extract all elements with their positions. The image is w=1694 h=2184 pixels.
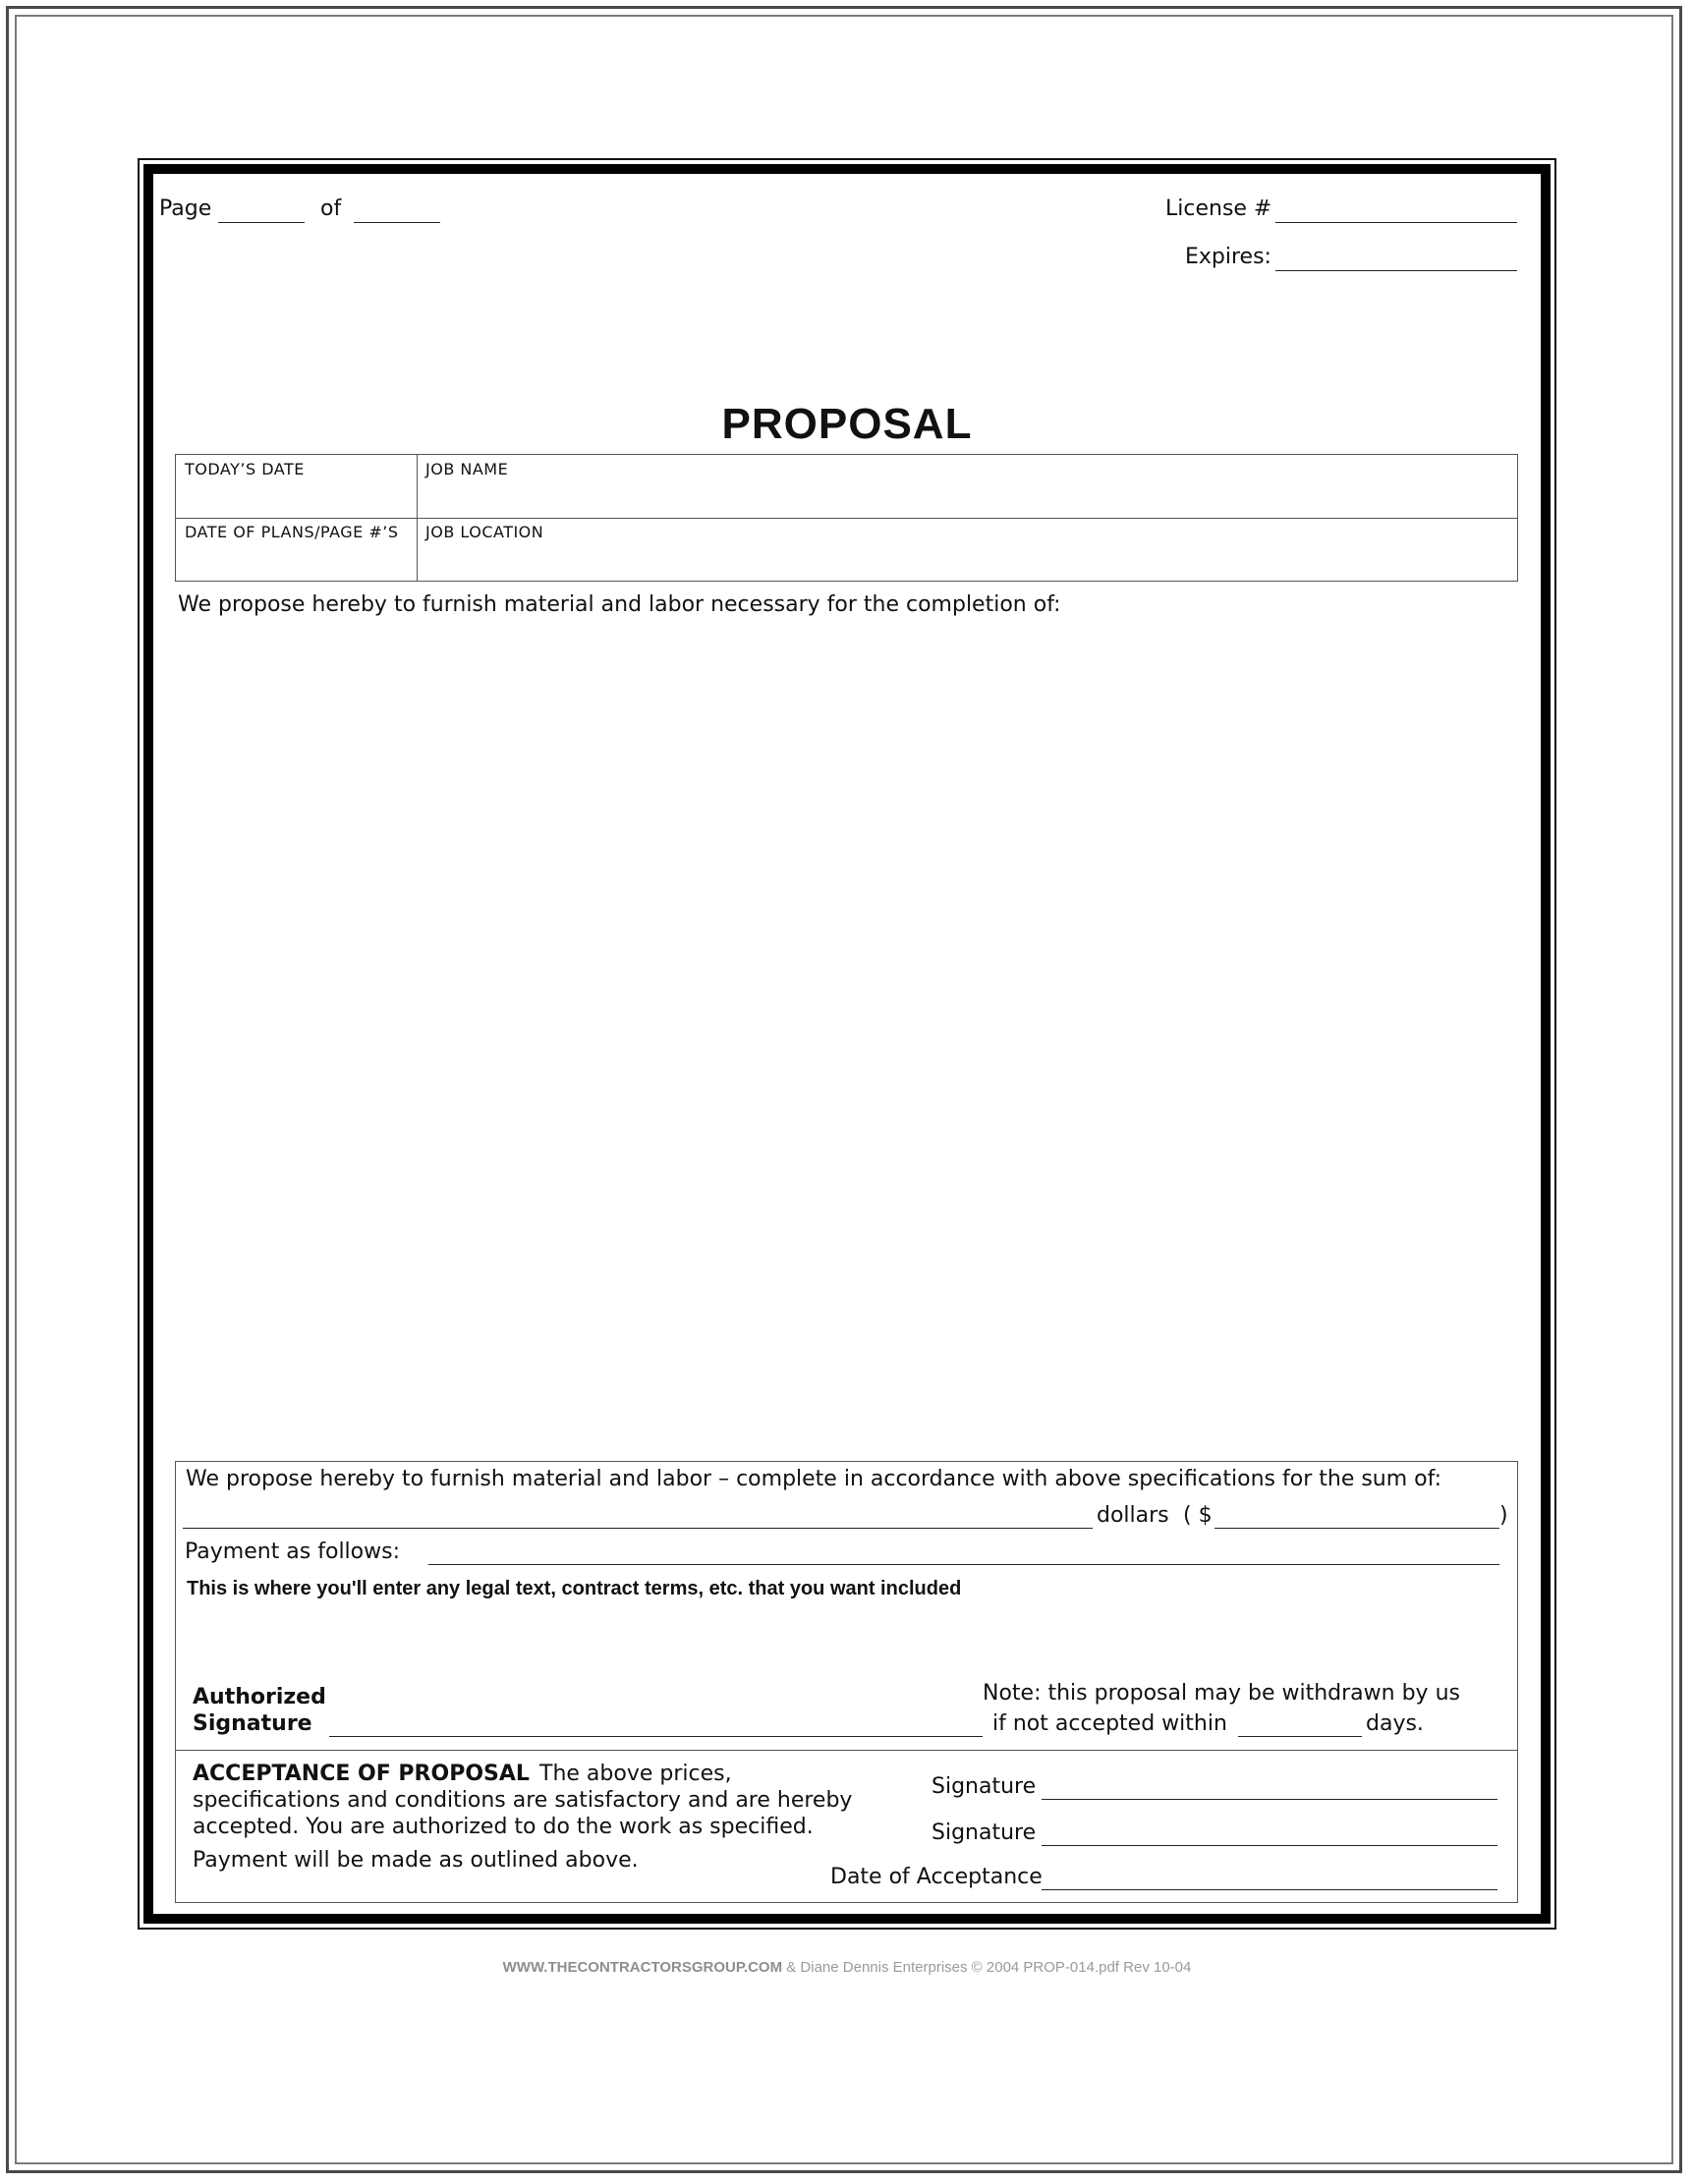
note-line1: Note: this proposal may be withdrawn by us (983, 1681, 1460, 1706)
date-of-plans-label: DATE OF PLANS/PAGE #’S (185, 523, 399, 541)
authorized-signature-field[interactable] (329, 1736, 983, 1737)
acceptance-text-line2: specifications and conditions are satisfactory and are hereby (193, 1788, 853, 1813)
page-total-field[interactable] (354, 222, 440, 223)
of-label: of (320, 196, 342, 221)
sum-amount-field[interactable] (1214, 1528, 1499, 1529)
license-label: License # (1165, 196, 1272, 221)
page-number-field[interactable] (218, 222, 305, 223)
job-name-label: JOB NAME (425, 460, 509, 478)
expires-label: Expires: (1185, 245, 1271, 269)
footer-copyright: & Diane Dennis Enterprises © 2004 PROP-014.pdf Rev 10-04 (782, 1959, 1192, 1976)
acceptance-divider (175, 1750, 1518, 1751)
date-of-acceptance-field[interactable] (1042, 1889, 1497, 1890)
signature2-field[interactable] (1042, 1845, 1497, 1846)
footer-website: WWW.THECONTRACTORSGROUP.COM (502, 1959, 783, 1976)
expires-field[interactable] (1275, 270, 1517, 271)
payment-label: Payment as follows: (185, 1540, 401, 1564)
todays-date-label: TODAY’S DATE (185, 460, 305, 478)
acceptance-heading: ACCEPTANCE OF PROPOSAL (193, 1762, 530, 1786)
sum-words-field[interactable] (183, 1528, 1093, 1529)
sum-text: We propose hereby to furnish material and labor – complete in accordance with above specifications for the sum of: (186, 1467, 1442, 1491)
signature2-label: Signature (932, 1820, 1037, 1845)
days-field[interactable] (1238, 1736, 1362, 1737)
footer (0, 1959, 1694, 1976)
date-of-acceptance-label: Date of Acceptance (830, 1865, 1043, 1889)
acceptance-text-line3: accepted. You are authorized to do the work as specified. (193, 1815, 814, 1839)
page-label: Page (159, 196, 212, 221)
acceptance-text-line1: The above prices, (539, 1762, 732, 1786)
signature1-field[interactable] (1042, 1799, 1497, 1800)
signature1-label: Signature (932, 1774, 1037, 1799)
page-title: PROPOSAL (721, 400, 973, 448)
legal-text: This is where you'll enter any legal text, contract terms, etc. that you want included (187, 1578, 962, 1599)
payment-field[interactable] (428, 1564, 1499, 1565)
intro-text: We propose hereby to furnish material and labor necessary for the completion of: (178, 592, 1061, 617)
info-table-row-divider (175, 518, 1518, 519)
license-field[interactable] (1275, 222, 1517, 223)
dollars-label: dollars (1097, 1503, 1169, 1528)
dollar-open: ( $ (1183, 1503, 1213, 1528)
authorized-label-line2: Signature (193, 1711, 312, 1736)
authorized-label-line1: Authorized (193, 1685, 326, 1709)
note-line2-prefix: if not accepted within (992, 1711, 1227, 1736)
acceptance-text-line4: Payment will be made as outlined above. (193, 1848, 639, 1873)
job-location-label: JOB LOCATION (425, 523, 544, 541)
dollar-close: ) (1499, 1503, 1508, 1528)
note-line2-suffix: days. (1366, 1711, 1424, 1736)
